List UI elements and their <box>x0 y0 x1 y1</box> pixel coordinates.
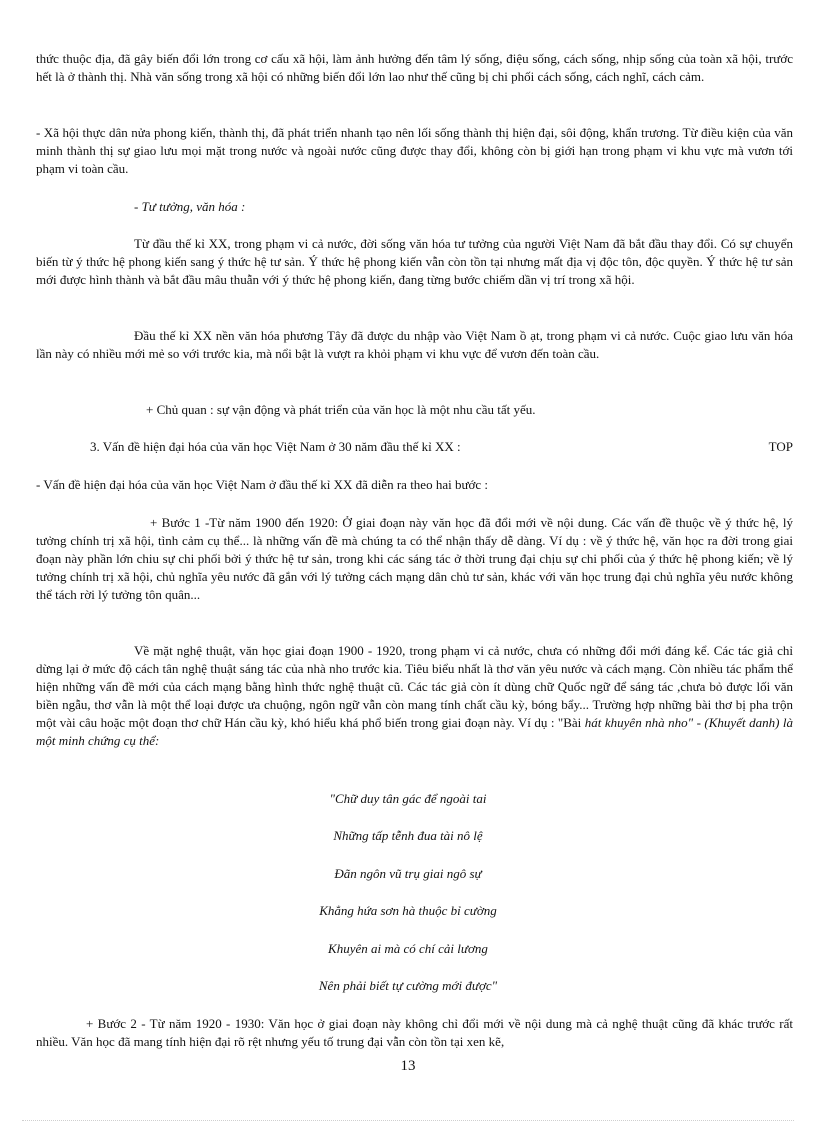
paragraph-colonial-society: thức thuộc địa, đã gây biến đổi lớn trong cơ cấu xã hội, làm ảnh hưởng đến tâm lý sống, điệu sống, cách sống, nhịp sống của toàn xã hội, trước hết là ở thành thị. Nhà văn sống trong xã hội có những biến đổi lớn lao như thế cũng bị chi phối cách sống, cách nghĩ, cách cảm. <box>36 51 793 84</box>
paragraph-artistic-aspect-text: Về mặt nghệ thuật, văn học giai đoạn 1900 - 1920, trong phạm vi cả nước, chưa có những đổi mới đáng kể. Các tác giả chỉ dừng lại ở mức độ cách tân nghệ thuật sáng tác của nhà nho trước kia. Tiêu biểu nhất là thơ văn yêu nước và cách mạng. Còn nhiều tác phẩm thể hiện những vấn đề mới của cách mạng bằng hình thức nghệ thuật cũ. Các tác giả còn ít dùng chữ Quốc ngữ để sáng tác ,chưa bỏ được lối văn biền ngẫu, thơ vẫn là một thể loại được ưa chuộng, ngôn ngữ vẫn còn mang tính chất cầu kỳ, bóng bẩy... Trường hợp những bài thơ bị pha trộn một vài câu hoặc một đoạn thơ chữ Hán cầu kỳ, khó hiểu khá phổ biến trong giai đoạn này. Ví dụ : "Bài <box>36 643 793 730</box>
page-number: 13 <box>400 1058 416 1074</box>
paragraph-two-steps: - Vấn đề hiện đại hóa của văn học Việt Nam ở đầu thế kỉ XX đã diễn ra theo hai bước : <box>36 477 489 492</box>
poem-line: "Chữ duy tân gác để ngoài tai <box>329 791 487 806</box>
poem-line: Đãn ngôn vũ trụ giai ngô sự <box>334 866 482 881</box>
poem-title-citation: hát khuyên nhà nho" - (Khuyết danh) là một minh chứng cụ thể: <box>36 715 793 748</box>
heading-ideology-culture: - Tư tưởng, văn hóa : <box>134 199 246 214</box>
top-link[interactable]: TOP <box>768 439 793 454</box>
paragraph-step-one: + Bước 1 -Từ năm 1900 đến 1920: Ở giai đoạn này văn học đã đổi mới về nội dung. Các vấn đề thuộc về ý thức hệ, lý tưởng chính trị xã hội, tình cảm cụ thể... là những vấn đề mà chúng ta có thể nhận thấy dễ dàng. Ví dụ : về ý thức hệ, văn học ra đời trong giai đoạn này phần lớn chiu sự chi phối bởi ý thức hệ tư sản, trong khi các sáng tác ở thời trung đại chịu sự chi phối của ý thức hệ phong kiến; về lý tưởng chính trị xã hội, chủ nghĩa yêu nước đã gắn với lý tưởng cách mạng dân chủ tư sản, khác với văn học trung đại chủ nghĩa yêu nước không thể tách rời lý tưởng tôn quân... <box>36 515 793 602</box>
poem-line: Nên phải biết tự cường mới được" <box>318 978 498 993</box>
page-footer-divider <box>22 1120 794 1121</box>
paragraph-artistic-aspect <box>36 642 793 750</box>
poem-line: Những tấp tễnh đua tài nô lệ <box>333 828 483 843</box>
poem-line: Khẳng hứa sơn hà thuộc bỉ cường <box>319 903 497 918</box>
poem-line: Khuyên ai mà có chí cải lương <box>328 941 488 956</box>
paragraph-step-two: + Bước 2 - Từ năm 1920 - 1930: Văn học ở giai đoạn này không chỉ đổi mới về nội dung mà cả nghệ thuật cũng đã khác trước rất nhiều. Văn học đã mang tính hiện đại rõ rệt nhưng yếu tố trung đại vẫn còn tồn tại xen kẽ, <box>36 1016 793 1049</box>
paragraph-urban-society: - Xã hội thực dân nửa phong kiến, thành thị, đã phát triển nhanh tạo nên lối sống thành thị hiện đại, sôi động, khẩn trương. Từ điều kiện của văn minh thành thị sự giao lưu mọi mặt trong nước và ngoài nước cũng được thay đổi, không còn bị giới hạn trong phạm vi khu vực mà vươn tới phạm vi toàn cầu. <box>36 125 793 176</box>
paragraph-ideology-change: Từ đầu thế kỉ XX, trong phạm vi cả nước, đời sống văn hóa tư tưởng của người Việt Nam đã bắt đầu thay đổi. Có sự chuyển biến từ ý thức hệ phong kiến sang ý thức hệ tư sản. Ý thức hệ phong kiến vẫn còn tồn tại nhưng mất địa vị độc tôn, độc quyền. Ý thức hệ tư sản mới được hình thành và bắt đầu mâu thuẫn với ý thức hệ phong kiến, đang từng bước chiếm dần vị trí trong xã hội. <box>36 236 793 287</box>
paragraph-subjective-factor: + Chủ quan : sự vận động và phát triển của văn học là một nhu cầu tất yếu. <box>146 402 536 417</box>
section-heading-modernization: 3. Vấn đề hiện đại hóa của văn học Việt Nam ở 30 năm đầu thế kỉ XX : <box>90 439 461 454</box>
paragraph-western-culture: Đầu thế kỉ XX nền văn hóa phương Tây đã được du nhập vào Việt Nam ồ ạt, trong phạm vi cả nước. Cuộc giao lưu văn hóa lần này có nhiều mới mẻ so với trước kia, mà nổi bật là vượt ra khỏi phạm vi khu vực để vươn đến toàn cầu. <box>36 328 793 361</box>
